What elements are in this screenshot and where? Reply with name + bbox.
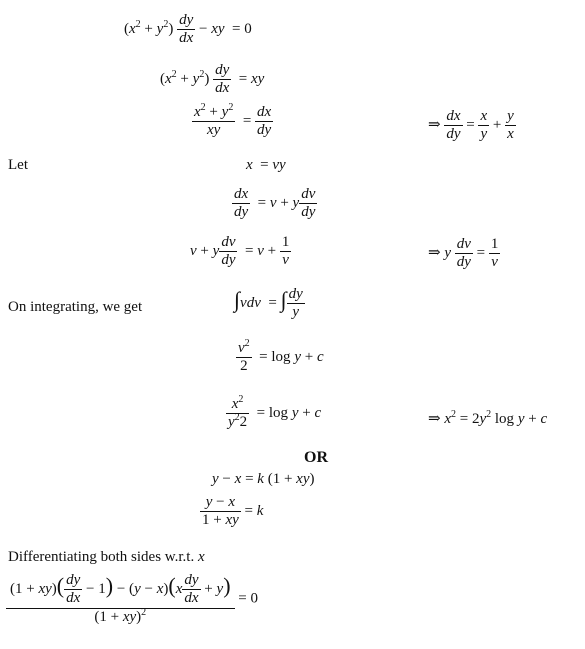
equation-line-1: $(x^2 + y^2)$ $\frac{dy}{dx}$ − xy = 0 — [124, 12, 252, 47]
equation-line-9-implication: ⇒ $x^2 = 2y^2$ log y + c — [428, 409, 548, 427]
differentiating-label: Differentiating both sides w.r.t. x — [8, 549, 205, 565]
equation-line-3-implication: ⇒ $\frac{dx}{dy}$ = $\frac{x}{y}$ + $\frac{y}{x}$ — [428, 108, 514, 143]
equation-line-8: $\frac{v^2}{2}$ = log y + c — [238, 338, 324, 375]
equation-line-7: ∫vdv = ∫ $\frac{dy}{y}$ — [234, 286, 303, 321]
equation-line-3: $\frac{x^2 + y^2}{xy}$ = $\frac{dx}{dy}$ — [194, 102, 272, 139]
equation-line-9: $\frac{x^2}{y^22}$ = log y + c — [228, 394, 322, 431]
equation-line-4: x = vy — [246, 157, 286, 173]
let-label: Let — [8, 157, 28, 173]
equation-line-12: (1 + xy)( $\frac{dy}{dx}$ − 1) − (y − x)(x $\frac{dy}{dx}$ + y) (1 + xy)$^2$ = 0 — [6, 572, 258, 626]
equation-line-2: $(x^2 + y^2)$ $\frac{dy}{dx}$ = xy — [160, 62, 265, 97]
equation-line-11: $\frac{y - x}{1 + xy}$ = k — [202, 494, 264, 529]
equation-line-10: y − x = k (1 + xy) — [212, 471, 315, 487]
or-heading: OR — [304, 449, 328, 466]
on-integrating-label: On integrating, we get — [8, 299, 143, 315]
equation-line-6: v + y $\frac{dv}{dy}$ = v + $\frac{1}{v}$ — [190, 234, 290, 269]
equation-line-5: $\frac{dx}{dy}$ = v + y $\frac{dv}{dy}$ — [234, 186, 316, 221]
equation-line-6-implication: ⇒ y $\frac{dv}{dy}$ = $\frac{1}{v}$ — [428, 236, 499, 271]
